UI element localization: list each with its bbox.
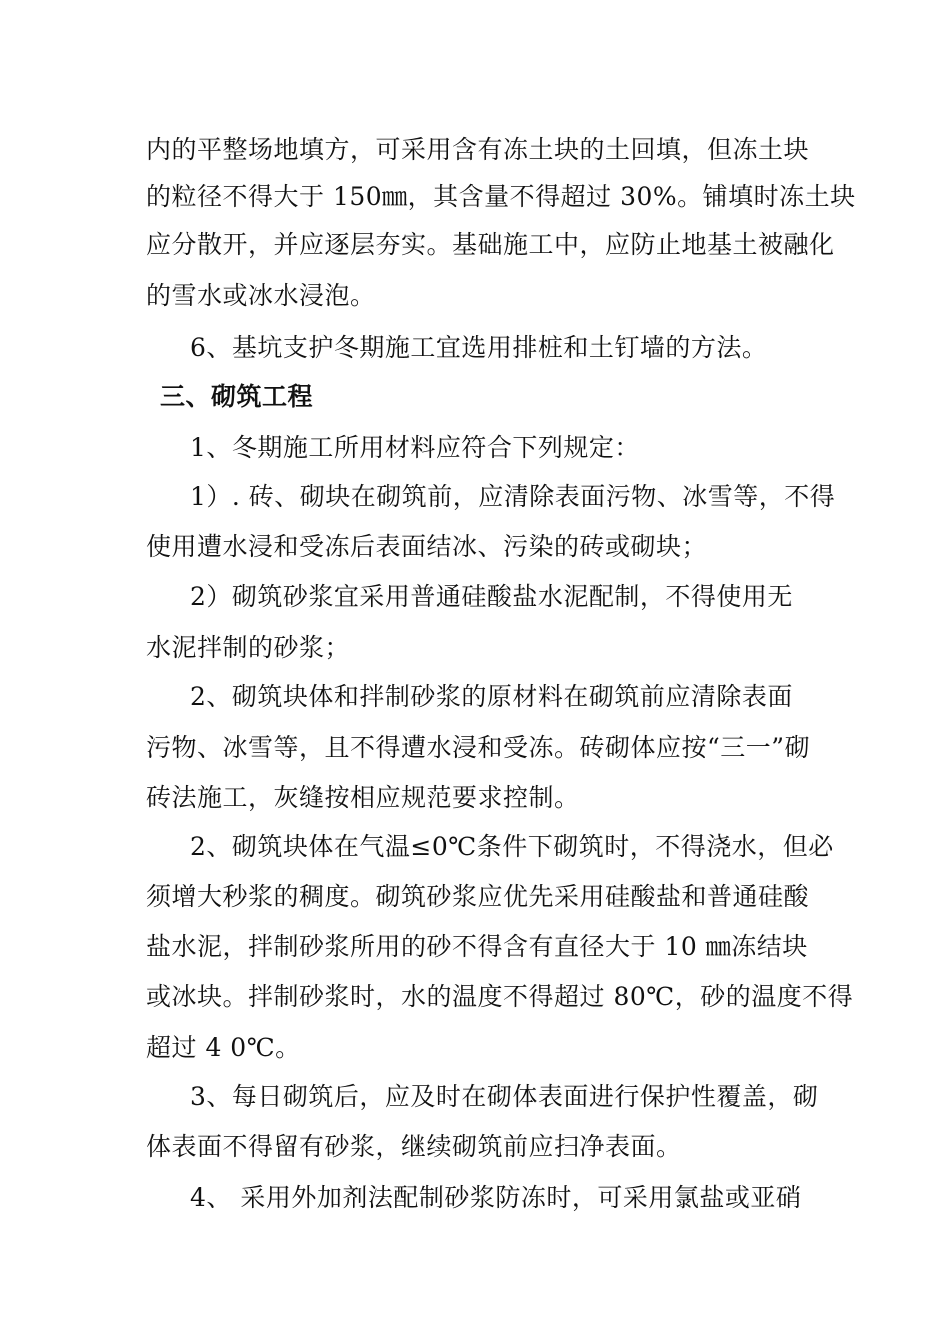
- text-line: 砖法施工，灰缝按相应规范要求控制。: [146, 783, 580, 812]
- section-heading: 三、砌筑工程: [160, 382, 314, 411]
- text-line: 水泥拌制的砂浆；: [146, 633, 351, 662]
- text-line: 2、砌筑块体和拌制砂浆的原材料在砌筑前应清除表面: [190, 682, 793, 711]
- text-line: 2、砌筑块体在气温≤0℃条件下砌筑时，不得浇水，但必: [190, 832, 834, 861]
- text-line: 1）. 砖、砌块在砌筑前，应清除表面污物、冰雪等，不得: [190, 482, 836, 511]
- text-line: 的雪水或冰水浸泡。: [146, 281, 376, 310]
- text-line: 6、基坑支护冬期施工宜选用排桩和土钉墙的方法。: [190, 333, 768, 362]
- text-line: 应分散开，并应逐层夯实。基础施工中，应防止地基土被融化: [146, 230, 835, 259]
- text-line: 超过 4 0℃。: [146, 1033, 301, 1062]
- text-line: 1、冬期施工所用材料应符合下列规定：: [190, 433, 640, 462]
- text-line: 污物、冰雪等，且不得遭水浸和受冻。砖砌体应按“三一”砌: [146, 733, 811, 762]
- text-line: 内的平整场地填方，可采用含有冻土块的土回填，但冻土块: [146, 135, 810, 164]
- text-line: 盐水泥，拌制砂浆所用的砂不得含有直径大于 10 ㎜冻结块: [146, 932, 808, 961]
- text-line: 须增大秒浆的稠度。砌筑砂浆应优先采用硅酸盐和普通硅酸: [146, 882, 810, 911]
- text-line: 4、 采用外加剂法配制砂浆防冻时，可采用氯盐或亚硝: [190, 1183, 802, 1212]
- text-line: 3、每日砌筑后，应及时在砌体表面进行保护性覆盖，砌: [190, 1082, 819, 1111]
- text-line: 体表面不得留有砂浆，继续砌筑前应扫净表面。: [146, 1132, 682, 1161]
- text-line: 使用遭水浸和受冻后表面结冰、污染的砖或砌块；: [146, 532, 708, 561]
- text-line: 2）砌筑砂浆宜采用普通硅酸盐水泥配制，不得使用无: [190, 582, 793, 611]
- text-line: 的粒径不得大于 150㎜，其含量不得超过 30%。铺填时冻土块: [146, 182, 856, 211]
- text-line: 或冰块。拌制砂浆时，水的温度不得超过 80℃，砂的温度不得: [146, 982, 854, 1011]
